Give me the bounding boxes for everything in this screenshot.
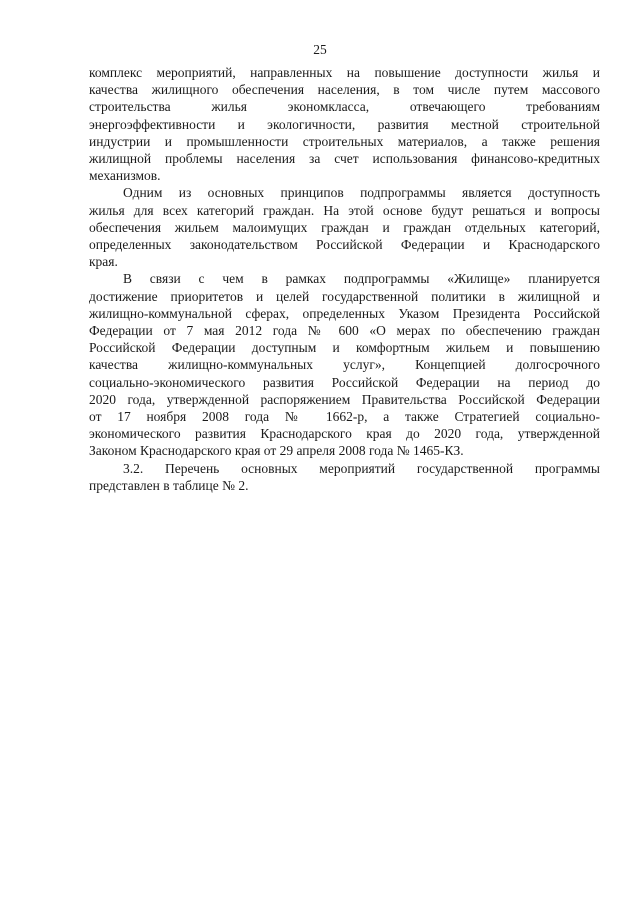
paragraph-list-reference [89,460,600,494]
text-line: качества жилищного обеспечения населения, в том числе путем массового [89,82,600,98]
text-line: жилищно-коммунальной сферах, определенных Указом Президента Российской [89,305,600,321]
text-line: Российской Федерации доступным и комфортным жильем и повышению [89,340,600,356]
page-number: 25 [313,42,327,57]
text-line: жилья для всех категорий граждан. На этой основе будут решаться и вопросы [89,202,600,218]
text-line: социально-экономического развития Российской Федерации на период до [89,374,600,390]
paragraph-principles [89,184,600,270]
text-line: определенных законодательством Российской Федерации и Краснодарского [89,237,600,253]
text-line: достижение приоритетов и целей государственной политики в жилищной и [89,288,600,304]
text-line: комплекс мероприятий, направленных на повышение доступности жилья и [89,65,600,80]
text-line: экономического развития Краснодарского края до 2020 года, утвержденной [89,426,600,442]
text-line: Законом Краснодарского края от 29 апреля 2008 года № 1465-КЗ. [89,443,464,459]
text-line: жилищной проблемы населения за счет использования финансово-кредитных [89,151,600,167]
text-line: края. [89,254,118,270]
text-line: механизмов. [89,168,161,184]
text-line: от 17 ноября 2008 года № 1662-р, а также Стратегией социально- [89,409,600,425]
text-line: качества жилищно-коммунальных услуг», Концепцией долгосрочного [89,357,600,373]
paragraph-continuation [89,64,600,184]
text-line: обеспечения жильем малоимущих граждан и граждан отдельных категорий, [89,219,600,235]
text-line: Федерации от 7 мая 2012 года № 600 «О мерах по обеспечению граждан [89,323,600,339]
text-line: 3.2. Перечень основных мероприятий государственной программы [123,460,600,476]
document-body [89,64,600,494]
text-line: Одним из основных принципов подпрограммы является доступность [123,185,600,201]
text-line: 2020 года, утвержденной распоряжением Правительства Российской Федерации [89,391,600,407]
text-line: В связи с чем в рамках подпрограммы «Жилище» планируется [123,271,600,287]
text-line: энергоэффективности и экологичности, развития местной строительной [89,116,600,132]
paragraph-priorities [89,270,600,459]
text-line: представлен в таблице № 2. [89,477,249,493]
text-line: индустрии и промышленности строительных материалов, а также решения [89,133,600,149]
text-line: строительства жилья экономкласса, отвечающего требованиям [89,99,600,115]
